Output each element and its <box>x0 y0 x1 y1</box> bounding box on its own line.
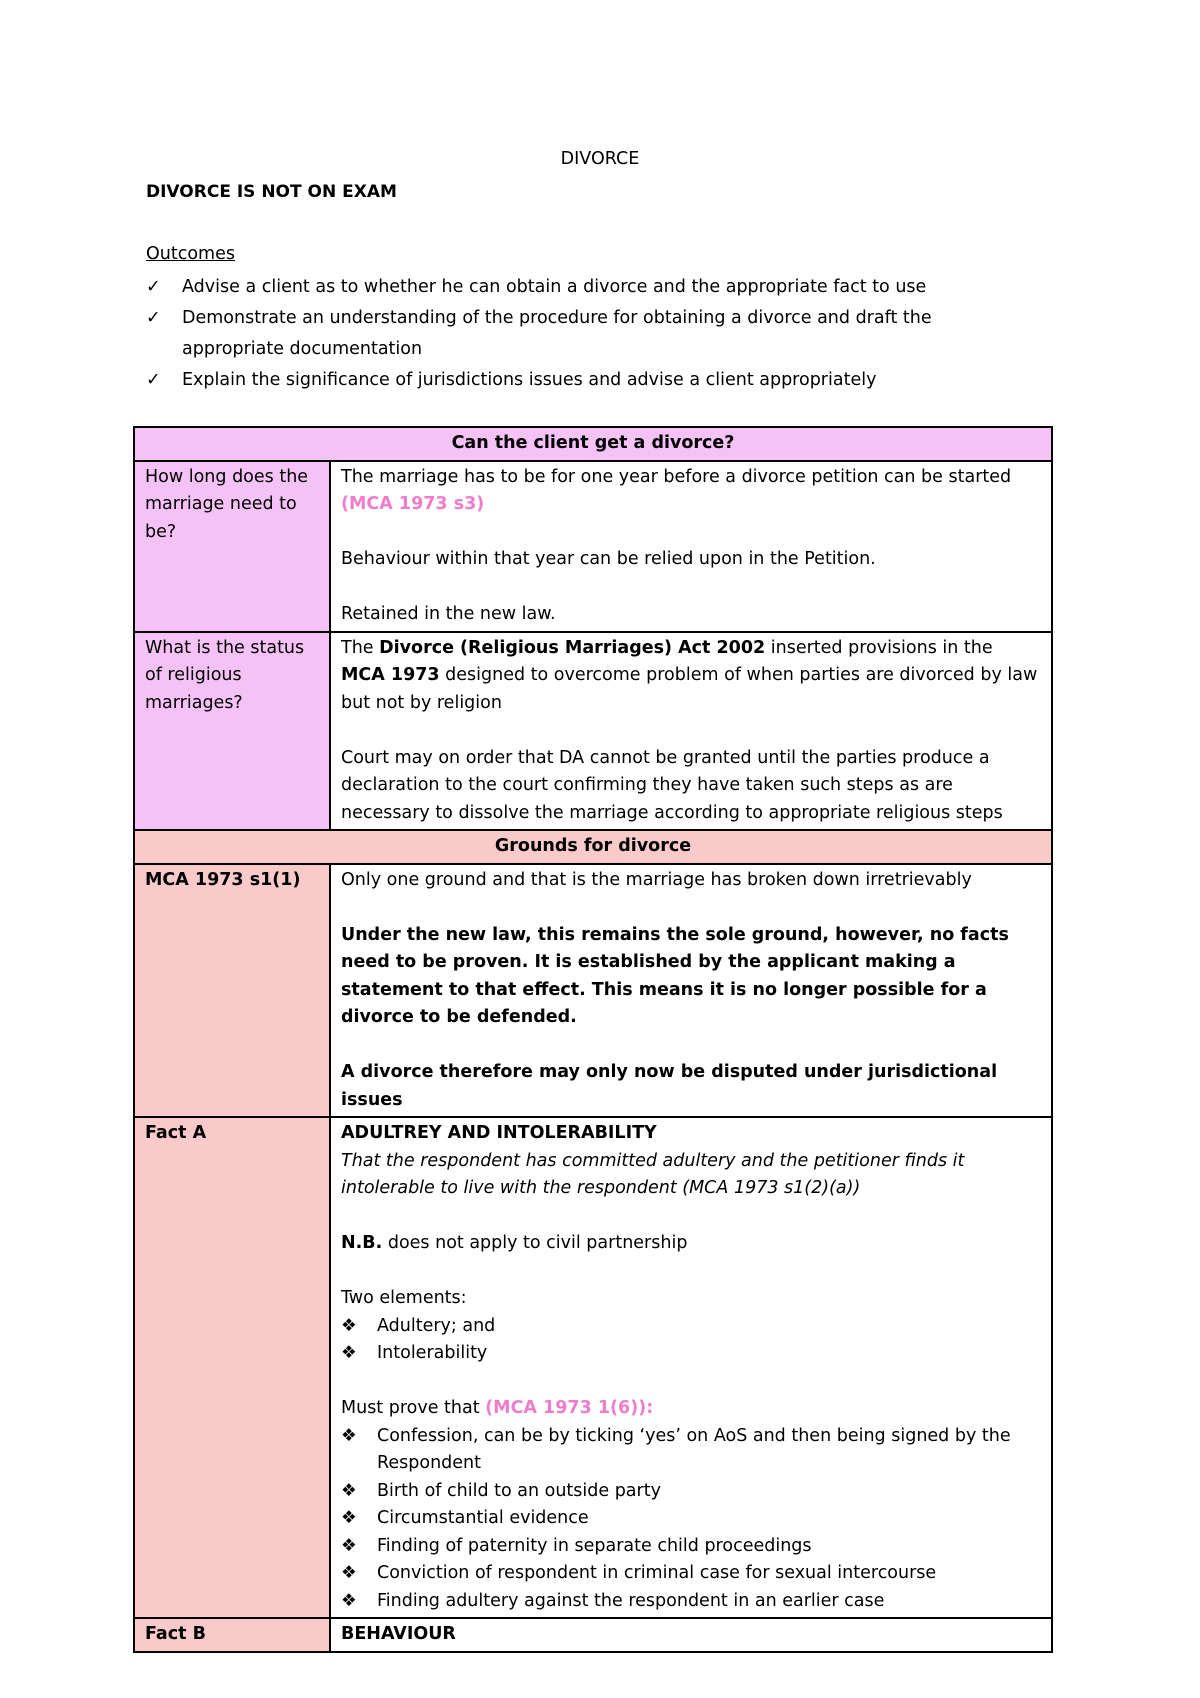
list-item: ❖ Confession, can be by ticking ‘yes’ on AoS and then being signed by the Respondent <box>341 1423 1041 1478</box>
list-item: ❖ Birth of child to an outside party <box>341 1478 1041 1506</box>
diamond-bullet-icon: ❖ <box>341 1343 357 1363</box>
outcomes-list <box>146 272 976 396</box>
diamond-bullet-icon: ❖ <box>341 1425 357 1446</box>
outcomes-heading: Outcomes <box>146 244 235 264</box>
list-item: ❖ Intolerability <box>341 1340 1041 1368</box>
section-header-row <box>134 830 1052 864</box>
paragraph: That the respondent has committed adultery and the petitioner finds it intolerable to live with the respondent (MCA 1973 s1(2)(a)) <box>341 1150 965 1198</box>
paragraph: Behaviour within that year can be relied upon in the Petition. <box>341 549 876 569</box>
checkmark-icon: ✓ <box>146 308 161 328</box>
paragraph: Retained in the new law. <box>341 604 556 624</box>
list-item: ❖ Circumstantial evidence <box>341 1505 1041 1533</box>
table-row <box>134 632 1052 831</box>
checkmark-icon: ✓ <box>146 277 161 297</box>
list-item: ❖ Adultery; and <box>341 1313 1041 1341</box>
row-answer <box>330 864 1052 1118</box>
outcome-item: ✓ Demonstrate an understanding of the procedure for obtaining a divorce and draft the appropriate documentation <box>146 303 976 365</box>
row-answer <box>330 1117 1052 1618</box>
fact-heading: BEHAVIOUR <box>330 1618 1052 1652</box>
section-header: Grounds for divorce <box>134 830 1052 864</box>
divorce-table <box>133 426 1053 1653</box>
diamond-bullet-icon: ❖ <box>341 1315 357 1336</box>
exam-note: DIVORCE IS NOT ON EXAM <box>146 182 397 202</box>
paragraph: Court may on order that DA cannot be granted until the parties produce a declaration to the court confirming they have taken such steps as are necessary to dissolve the marriage according to appropriate religious steps <box>341 747 1003 823</box>
statute-reference: (MCA 1973 s3) <box>341 494 485 514</box>
row-question: What is the status of religious marriages? <box>134 632 330 831</box>
paragraph: Under the new law, this remains the sole ground, however, no facts need to be proven. It is established by the applicant making a statement to that effect. This means it is no longer possible for a divorce to be defended. <box>341 924 1009 1027</box>
section-header: Can the client get a divorce? <box>134 427 1052 461</box>
paragraph: A divorce therefore may only now be disputed under jurisdictional issues <box>341 1062 998 1110</box>
row-question: Fact B <box>134 1618 330 1652</box>
row-answer <box>330 461 1052 632</box>
paragraph: The marriage has to be for one year before a divorce petition can be started (MCA 1973 s3) <box>341 466 1012 514</box>
table-row <box>134 461 1052 632</box>
table-row <box>134 1117 1052 1618</box>
paragraph: N.B. does not apply to civil partnership <box>341 1233 688 1253</box>
row-question: Fact A <box>134 1117 330 1618</box>
paragraph: Only one ground and that is the marriage has broken down irretrievably <box>341 869 972 890</box>
statute-reference: (MCA 1973 1(6)): <box>485 1398 654 1418</box>
diamond-bullet-icon: ❖ <box>341 1563 357 1583</box>
outcome-item: ✓ Explain the significance of jurisdictions issues and advise a client appropriately <box>146 365 976 396</box>
diamond-bullet-icon: ❖ <box>341 1535 357 1556</box>
fact-heading: ADULTREY AND INTOLERABILITY <box>341 1123 657 1143</box>
paragraph: Must prove that (MCA 1973 1(6)): <box>341 1398 654 1418</box>
outcome-item: ✓ Advise a client as to whether he can obtain a divorce and the appropriate fact to use <box>146 272 976 303</box>
diamond-bullet-icon: ❖ <box>341 1480 357 1501</box>
diamond-bullet-icon: ❖ <box>341 1590 357 1611</box>
list-item: ❖ Finding of paternity in separate child proceedings <box>341 1533 1041 1561</box>
row-answer <box>330 632 1052 831</box>
proofs-list <box>341 1423 1041 1616</box>
list-item: ❖ Finding adultery against the respondent in an earlier case <box>341 1588 1041 1616</box>
list-item: ❖ Conviction of respondent in criminal case for sexual intercourse <box>341 1560 1041 1588</box>
table-row <box>134 1618 1052 1652</box>
row-question: MCA 1973 s1(1) <box>134 864 330 1118</box>
table-row <box>134 864 1052 1118</box>
document-title: DIVORCE <box>560 149 640 169</box>
checkmark-icon: ✓ <box>146 370 161 390</box>
diamond-bullet-icon: ❖ <box>341 1508 357 1528</box>
paragraph: Two elements: <box>341 1288 467 1308</box>
section-header-row <box>134 427 1052 461</box>
paragraph: The Divorce (Religious Marriages) Act 2002 inserted provisions in the MCA 1973 designed to overcome problem of when parties are divorced by law but not by religion <box>341 637 1038 713</box>
elements-list <box>341 1313 1041 1368</box>
row-question: How long does the marriage need to be? <box>134 461 330 632</box>
